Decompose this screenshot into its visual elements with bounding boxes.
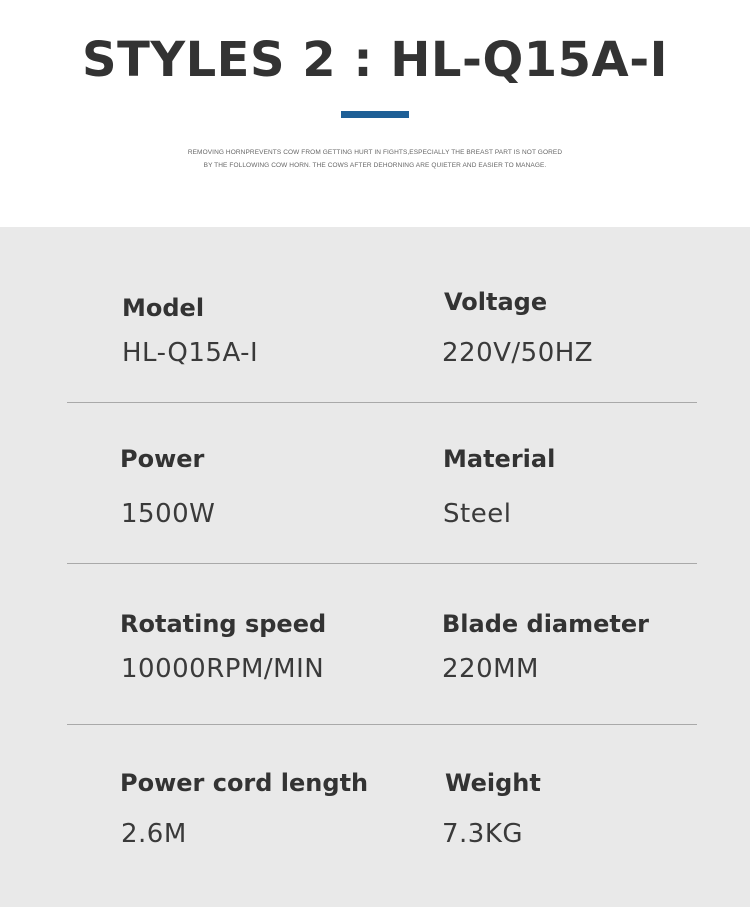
- page-title: STYLES 2 : HL-Q15A-I: [82, 32, 668, 88]
- spec-label-power-cord-length: Power cord length: [120, 769, 369, 797]
- spec-value-rotating-speed: 10000RPM/MIN: [121, 654, 325, 684]
- row-divider: [67, 563, 697, 564]
- subtitle: [150, 146, 600, 172]
- spec-value-model: HL-Q15A-I: [122, 338, 259, 368]
- spec-label-weight: Weight: [445, 769, 541, 797]
- subtitle-line-1: REMOVING HORNPREVENTS COW FROM GETTING HURT IN FIGHTS,ESPECIALLY THE BREAST PART IS NOT GORED: [187, 149, 563, 156]
- spec-label-power: Power: [120, 445, 205, 473]
- header-section: [0, 0, 750, 227]
- spec-value-voltage: 220V/50HZ: [442, 338, 594, 368]
- spec-label-model: Model: [122, 294, 205, 322]
- spec-value-power-cord-length: 2.6M: [121, 819, 187, 849]
- spec-value-material: Steel: [443, 499, 512, 529]
- row-divider: [67, 724, 697, 725]
- spec-value-blade-diameter: 220MM: [442, 654, 539, 684]
- spec-value-weight: 7.3KG: [442, 819, 524, 849]
- spec-label-voltage: Voltage: [444, 288, 548, 316]
- spec-label-material: Material: [443, 445, 556, 473]
- spec-value-power: 1500W: [121, 499, 216, 529]
- row-divider: [67, 402, 697, 403]
- spec-label-rotating-speed: Rotating speed: [120, 610, 327, 638]
- spec-label-blade-diameter: Blade diameter: [442, 610, 649, 638]
- subtitle-line-2: BY THE FOLLOWING COW HORN. THE COWS AFTER DEHORNING ARE QUIETER AND EASIER TO MANAGE.: [203, 162, 547, 169]
- title-accent-bar: [341, 111, 409, 118]
- spec-table: [0, 227, 750, 907]
